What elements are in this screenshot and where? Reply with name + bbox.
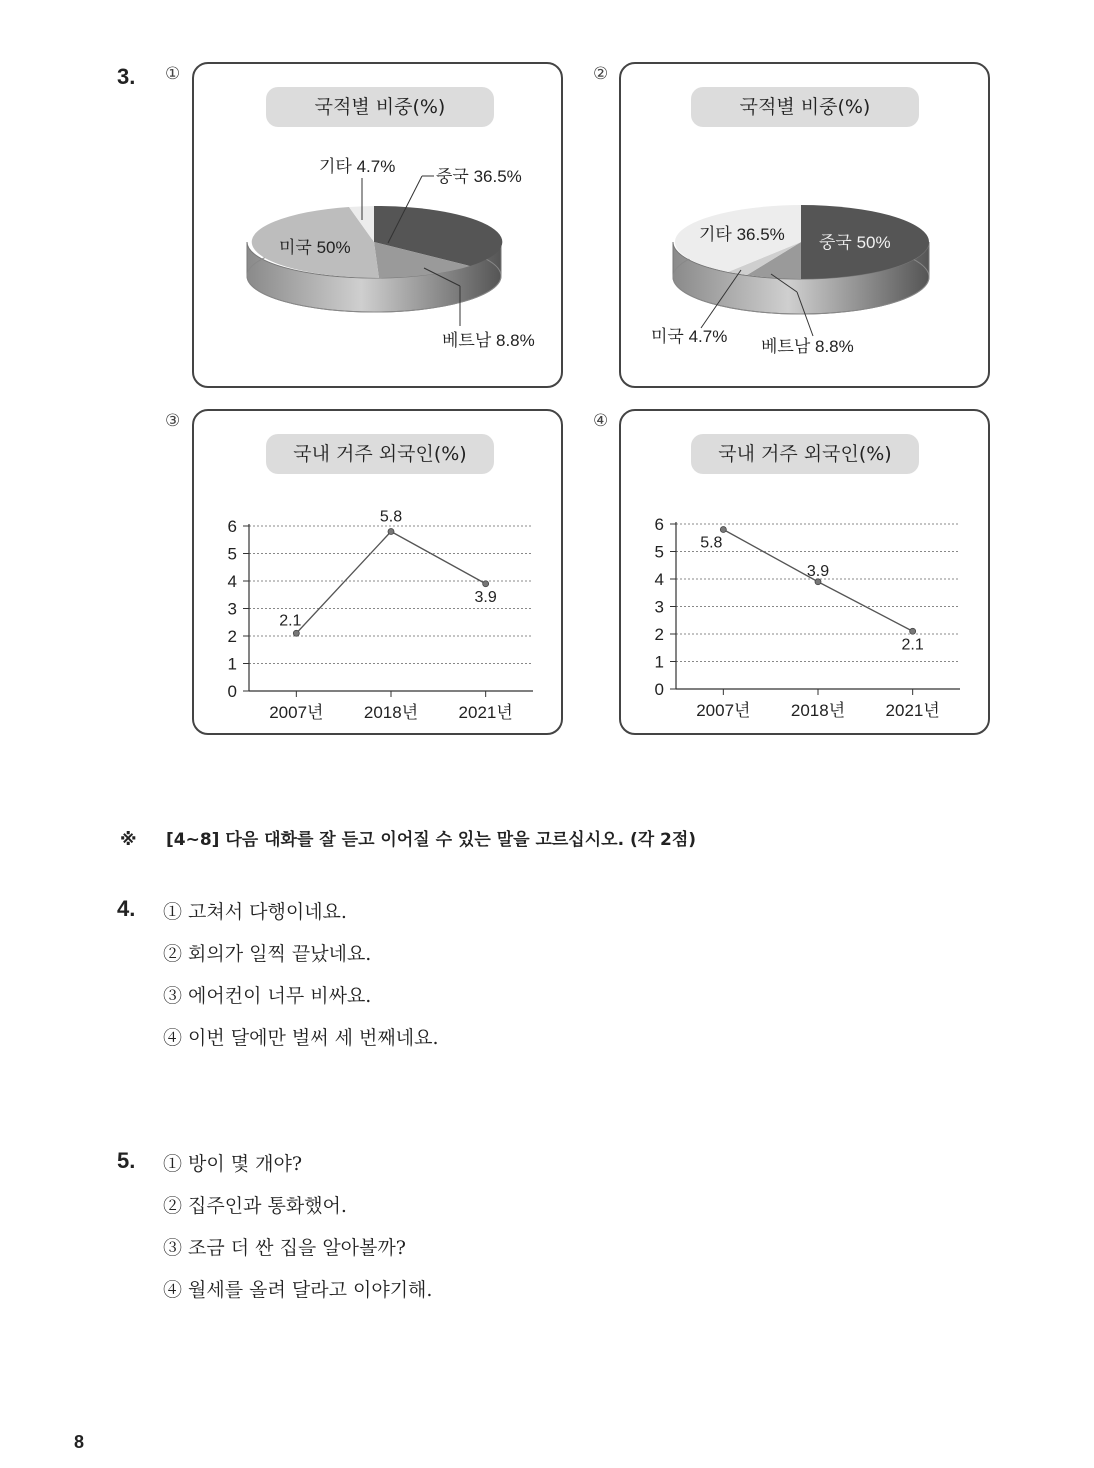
y-tick-label: 1 [227, 654, 237, 674]
q4-option-4[interactable]: ④ 이번 달에만 벌써 세 번째네요. [163, 1027, 439, 1049]
q4-option-3[interactable]: ③ 에어컨이 너무 비싸요. [163, 985, 372, 1007]
chart-2-title: 국적별 비중(%) [691, 87, 919, 127]
pie-chart-2 [621, 64, 992, 390]
line-chart-3 [194, 411, 565, 737]
option-mark-2: ② [593, 64, 609, 84]
question-5-number: 5. [117, 1148, 136, 1173]
data-label: 5.8 [700, 534, 723, 552]
chart-panel-3[interactable] [192, 409, 563, 735]
y-tick-label: 6 [227, 517, 237, 536]
label-china: 중국 50% [819, 233, 891, 252]
chart-panel-2[interactable] [619, 62, 990, 388]
x-tick-label: 2021년 [885, 701, 940, 720]
option-mark-4: ④ [593, 411, 609, 431]
q4-option-2[interactable]: ② 회의가 일찍 끝났네요. [163, 943, 372, 965]
x-tick-label: 2018년 [790, 701, 846, 720]
data-point [388, 529, 394, 535]
data-label: 2.1 [901, 636, 924, 654]
line-chart-4 [621, 411, 992, 737]
chart-4-title: 국내 거주 외국인(%) [691, 434, 919, 474]
y-tick-label: 0 [227, 682, 237, 701]
q5-option-4[interactable]: ④ 월세를 올려 달라고 이야기해. [163, 1279, 433, 1301]
data-point [910, 628, 916, 634]
x-tick-label: 2021년 [458, 703, 513, 722]
data-label: 5.8 [379, 508, 403, 526]
y-tick-label: 0 [654, 680, 664, 699]
option-mark-3: ③ [165, 411, 181, 431]
q5-option-1[interactable]: ① 방이 몇 개야? [163, 1153, 303, 1175]
label-usa: 미국 50% [279, 238, 351, 257]
y-tick-label: 6 [654, 515, 664, 534]
chart-1-title: 국적별 비중(%) [266, 87, 494, 127]
option-mark-1: ① [165, 64, 181, 84]
series-line [296, 532, 485, 634]
instruction-text: [4~8] 다음 대화를 잘 듣고 이어질 수 있는 말을 고르십시오. (각 2점) [166, 830, 697, 850]
label-china: 중국 36.5% [436, 167, 522, 186]
question-4-number: 4. [117, 896, 136, 921]
label-other: 기타 4.7% [319, 157, 396, 176]
x-tick-label: 2018년 [363, 703, 419, 722]
q5-option-2[interactable]: ② 집주인과 통화했어. [163, 1195, 347, 1217]
data-label: 2.1 [279, 612, 302, 630]
data-point [293, 630, 299, 636]
x-tick-label: 2007년 [696, 701, 751, 720]
pie-chart-1 [194, 64, 565, 390]
y-tick-label: 4 [227, 572, 237, 591]
chart-panel-1[interactable] [192, 62, 563, 388]
label-other: 기타 36.5% [699, 225, 785, 244]
reference-mark: ※ [120, 830, 137, 850]
x-tick-label: 2007년 [269, 703, 324, 722]
chart-3-title: 국내 거주 외국인(%) [266, 434, 494, 474]
y-tick-label: 5 [227, 544, 237, 564]
question-3-number: 3. [117, 64, 136, 89]
label-usa: 미국 4.7% [651, 327, 728, 346]
q5-option-3[interactable]: ③ 조금 더 싼 집을 알아볼까? [163, 1237, 406, 1259]
q4-option-1[interactable]: ① 고쳐서 다행이네요. [163, 901, 347, 923]
section-instruction [120, 825, 696, 850]
y-tick-label: 3 [227, 599, 237, 619]
data-label: 3.9 [474, 588, 497, 606]
y-tick-label: 2 [654, 625, 664, 644]
y-tick-label: 1 [654, 652, 664, 672]
page-number: 8 [74, 1432, 85, 1452]
y-tick-label: 4 [654, 570, 664, 589]
data-label: 3.9 [806, 562, 830, 580]
label-vietnam: 베트남 8.8% [761, 337, 854, 356]
data-point [720, 527, 726, 533]
y-tick-label: 3 [654, 597, 664, 617]
y-tick-label: 5 [654, 542, 664, 562]
label-vietnam: 베트남 8.8% [442, 331, 535, 350]
chart-panel-4[interactable] [619, 409, 990, 735]
y-tick-label: 2 [227, 627, 237, 646]
data-point [483, 581, 489, 587]
